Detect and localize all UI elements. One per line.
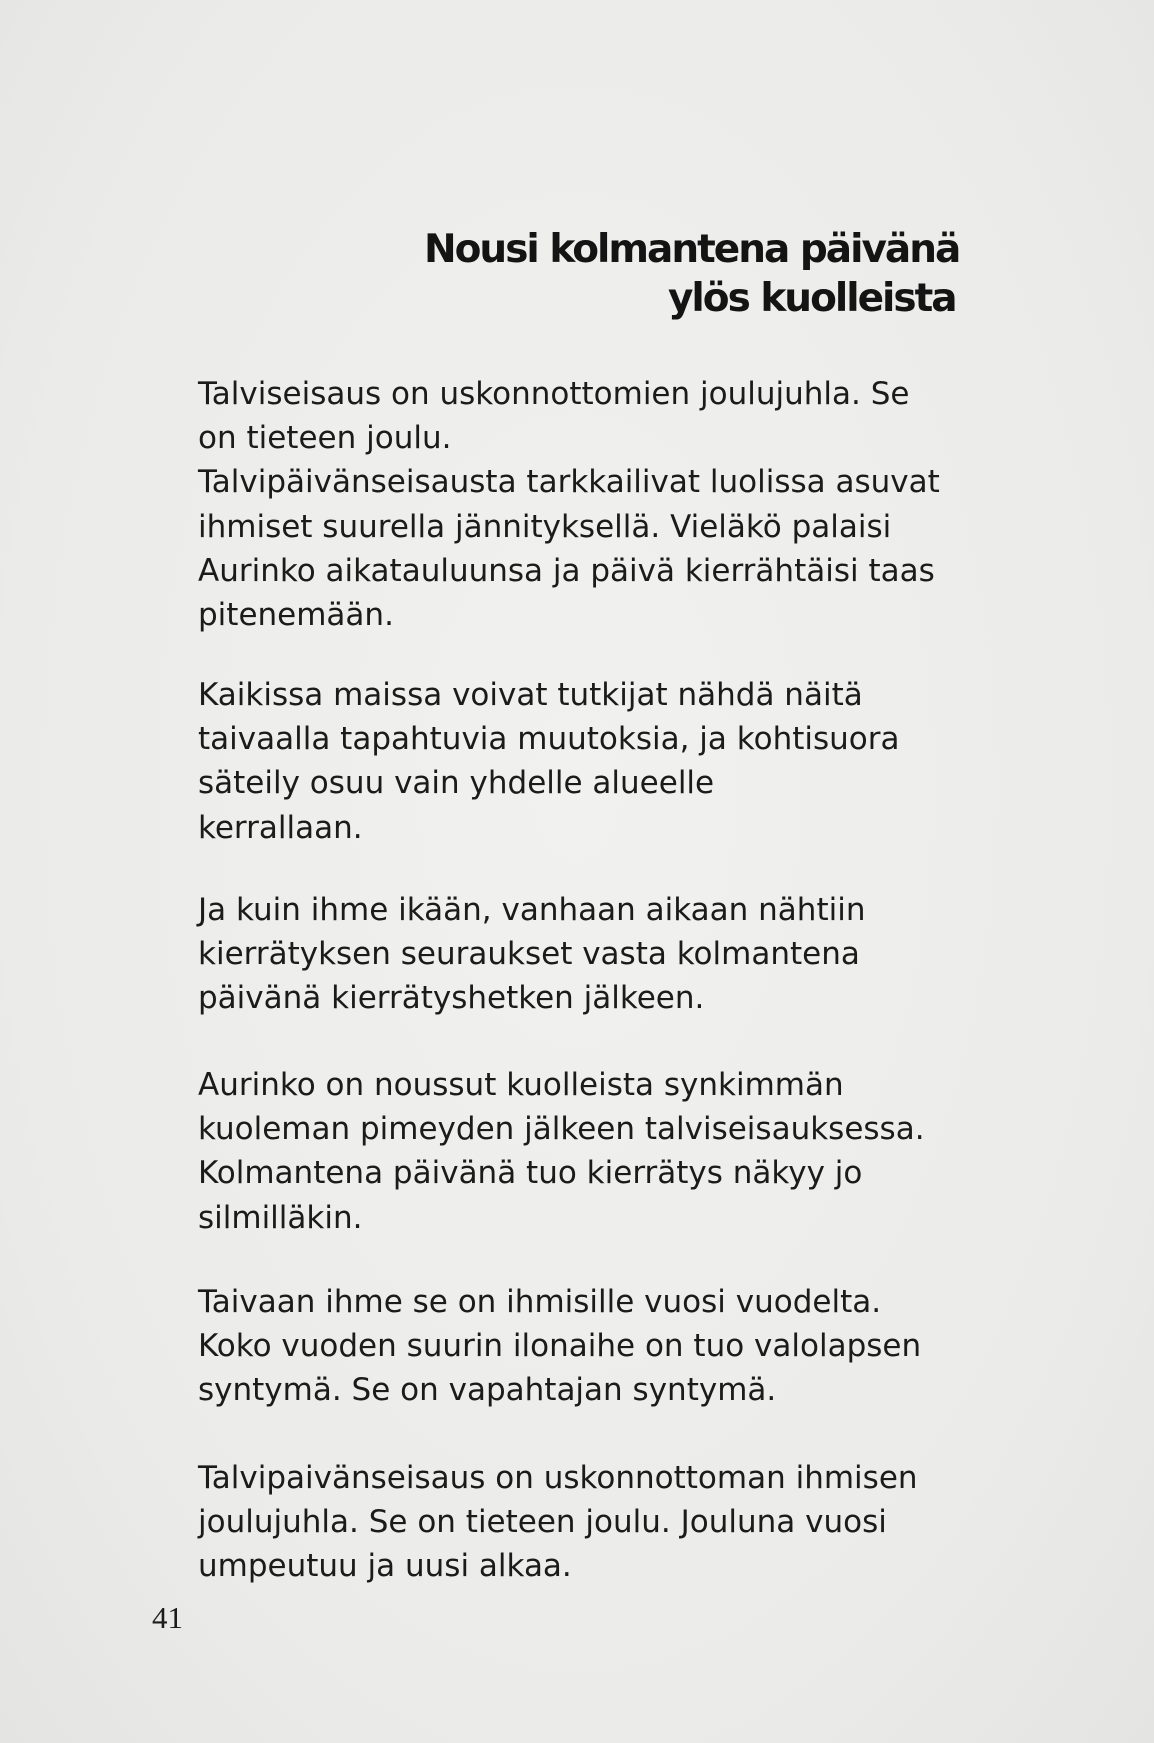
text-line: silmilläkin. (198, 1199, 363, 1236)
text-line: Talvipaivänseisaus on uskonnottoman ihmisen (198, 1460, 918, 1496)
text-line: Ja kuin ihme ikään, vanhaan aikaan nähtiin (198, 892, 866, 928)
text-line: umpeutuu ja uusi alkaa. (198, 1548, 572, 1585)
page-number: 41 (152, 1600, 183, 1635)
page-title-line-2: ylös kuolleista (668, 276, 956, 321)
text-line: Talvipäivänseisausta tarkkailivat luolissa asuvat (198, 464, 940, 501)
text-line: syntymä. Se on vapahtajan syntymä. (198, 1372, 777, 1409)
paragraph-1 (198, 372, 1078, 637)
text-line: Kaikissa maissa voivat tutkijat nähdä näitä (198, 677, 863, 713)
text-line: Talviseisaus on uskonnottomien joulujuhla. Se (198, 376, 910, 412)
text-line: Taivaan ihme se on ihmisille vuosi vuodelta. (198, 1284, 882, 1320)
text-line: Koko vuoden suurin ilonaihe on tuo valolapsen (198, 1328, 922, 1365)
page-title-line-1: Nousi kolmantena päivänä (424, 227, 960, 272)
text-line: ihmiset suurella jännityksellä. Vieläkö palaisi (198, 508, 892, 545)
text-line: Kolmantena päivänä tuo kierrätys näkyy jo (198, 1155, 863, 1192)
text-line: Aurinko on noussut kuolleista synkimmän (198, 1067, 844, 1103)
text-line: pitenemään. (198, 597, 394, 634)
paragraph-6 (198, 1456, 1078, 1589)
text-line: taivaalla tapahtuvia muutoksia, ja kohtisuora (198, 721, 900, 758)
paragraph-4 (198, 1063, 1078, 1240)
paragraph-3 (198, 888, 1078, 1021)
text-line: joulujuhla. Se on tieteen joulu. Jouluna vuosi (198, 1504, 887, 1541)
paragraph-2 (198, 673, 1078, 850)
paragraph-5 (198, 1280, 1078, 1413)
text-line: päivänä kierrätyshetken jälkeen. (198, 980, 705, 1017)
text-line: Aurinko aikatauluunsa ja päivä kierrähtäisi taas (198, 552, 935, 589)
text-line: säteily osuu vain yhdelle alueelle (198, 765, 715, 802)
text-line: kierrätyksen seuraukset vasta kolmantena (198, 936, 860, 973)
text-line: kuoleman pimeyden jälkeen talviseisauksessa. (198, 1111, 925, 1148)
text-line: kerrallaan. (198, 809, 363, 846)
text-line: on tieteen joulu. (198, 420, 452, 457)
